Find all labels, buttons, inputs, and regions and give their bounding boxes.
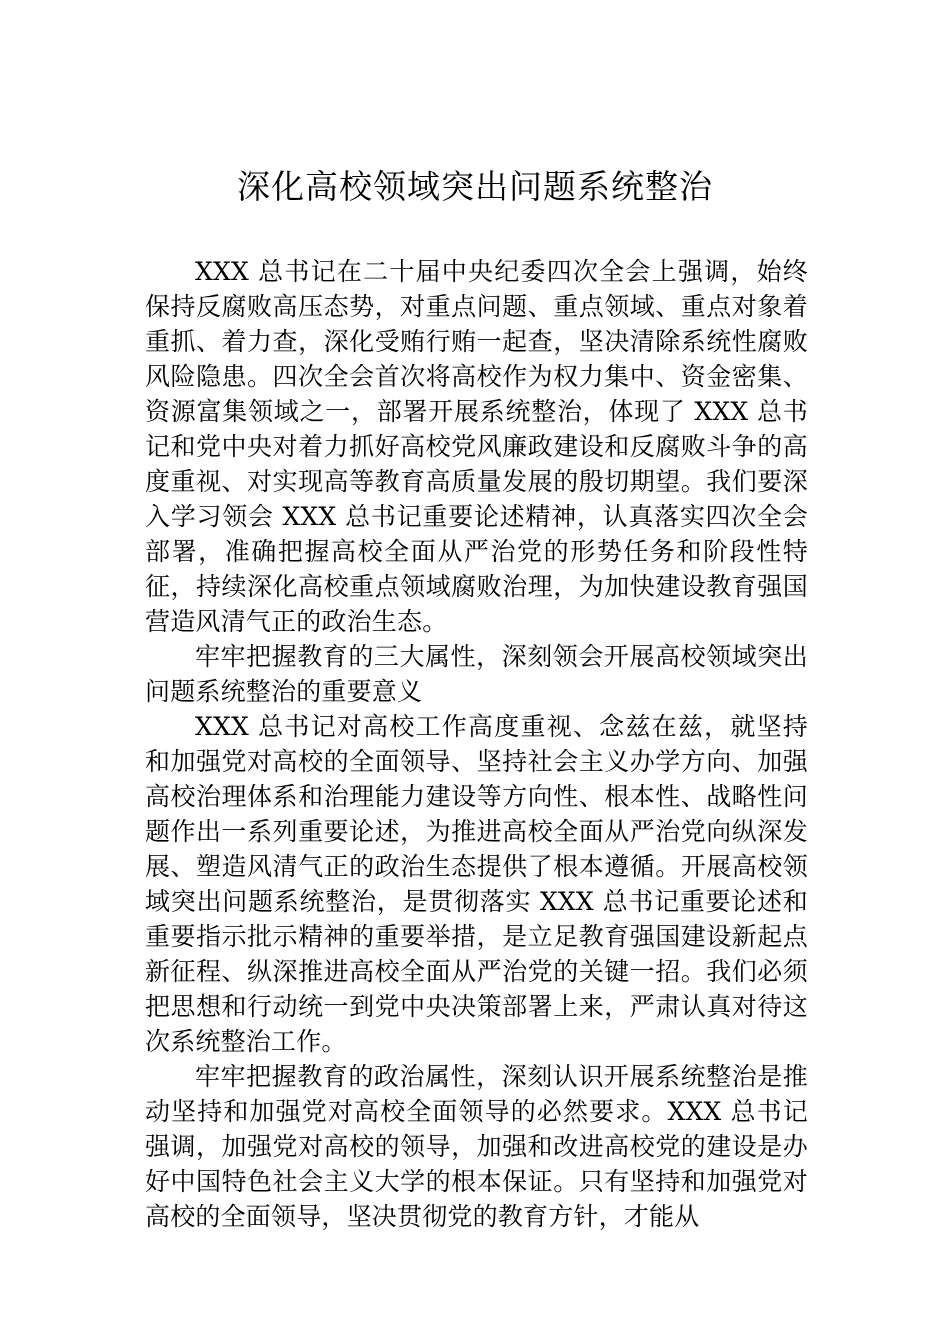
- section-heading-1: 牢牢把握教育的三大属性，深刻领会开展高校领域突出问题系统整治的重要意义: [145, 642, 808, 706]
- paragraph-section-1: XXX 总书记对高校工作高度重视、念兹在兹，就坚持和加强党对高校的全面领导、坚持社会主义办学方向、加强高校治理体系和治理能力建设等方向性、根本性、战略性问题作出一系列重要论述，为推进高校全面从严治党向纵深发展、塑造风清气正的政治生态提供了根本遵循。开展高校领域突出问题系统整治，是贯彻落实 XXX 总书记重要论述和重要指示批示精神的重要举措，是立足教育强国建设新起点新征程、纵深推进高校全面从严治党的关键一招。我们必须把思想和行动统一到党中央决策部署上来，严肃认真对待这次系统整治工作。: [145, 712, 808, 1056]
- document-title: 深化高校领域突出问题系统整治: [237, 167, 713, 206]
- paragraph-intro: XXX 总书记在二十届中央纪委四次全会上强调，始终保持反腐败高压态势，对重点问题、重点领域、重点对象着重抓、着力查，深化受贿行贿一起查，坚决清除系统性腐败风险隐患。四次全会首次将高校作为权力集中、资金密集、资源富集领域之一，部署开展系统整治，体现了 XXX 总书记和党中央对着力抓好高校党风廉政建设和反腐败斗争的高度重视、对实现高等教育高质量发展的殷切期望。我们要深入学习领会 XXX 总书记重要论述精神，认真落实四次全会部署，准确把握高校全面从严治党的形势任务和阶段性特征，持续深化高校重点领域腐败治理，为加快建设教育强国营造风清气正的政治生态。: [145, 257, 808, 636]
- document-body: [145, 254, 808, 1234]
- paragraph-political-attribute: 牢牢把握教育的政治属性，深刻认识开展系统整治是推动坚持和加强党对高校全面领导的必然要求。XXX 总书记强调，加强党对高校的领导，加强和改进高校党的建设是办好中国特色社会主义大学的根本保证。只有坚持和加强党对高校的全面领导，坚决贯彻党的教育方针，才能从: [145, 1062, 808, 1231]
